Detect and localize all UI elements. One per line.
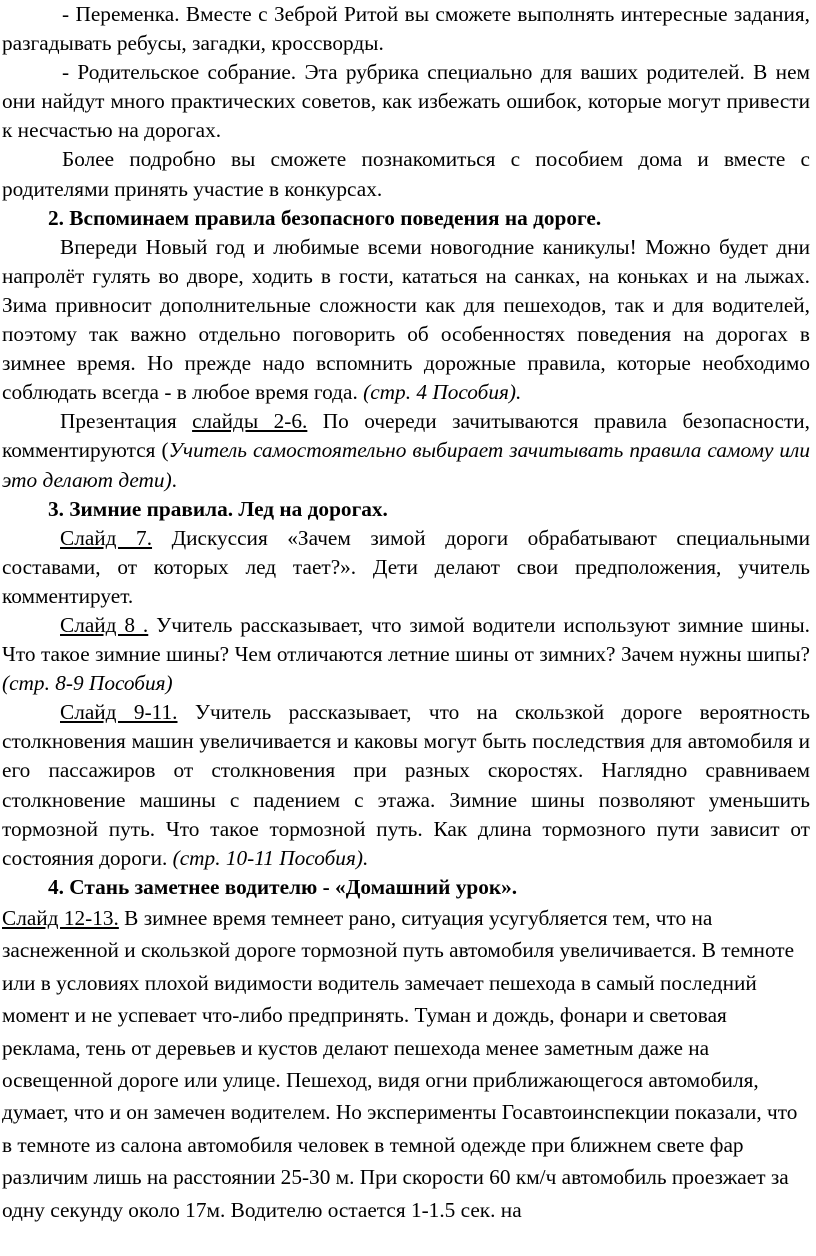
paragraph-presentation [2, 407, 810, 494]
paragraph-text: Учитель рассказывает, что на скользкой дороге вероятность столкновения машин увеличивается и каковы могут быть последствия для автомобиля и его пассажиров от столкновения при разных скоростях. Наглядно сравниваем столкновение машины с падением с этажа. Зимние шины позволяют уменьшить тормозной путь. Что такое тормозной путь. Как длина тормозного пути зависит от состояния дороги. [2, 700, 811, 870]
slide-reference: Слайд 12-13. [2, 905, 119, 930]
manual-reference: (стр. 10-11 Пособия). [172, 845, 369, 870]
section-heading-4: 4. Стань заметнее водителю - «Домашний урок». [48, 874, 518, 899]
manual-reference: (стр. 4 Пособия). [363, 380, 522, 405]
section-heading-2: 2. Вспоминаем правила безопасного поведения на дороге. [48, 205, 602, 230]
paragraph-new-year [2, 233, 810, 408]
paragraph-text: Дискуссия «Зачем зимой дороги обрабатывают специальными составами, от которых лед тает?». Дети делают свои предположения, учитель комментирует. [2, 525, 810, 608]
paragraph-text: Презентация [60, 409, 193, 434]
paragraph-parents-meeting: - Родительское собрание. Эта рубрика специально для ваших родителей. В нем они найдут много практических советов, как избежать ошибок, которые могут привести к несчастью на дорогах. [2, 60, 810, 143]
paragraph-more-details: Более подробно вы сможете познакомиться с пособием дома и вместе с родителями принять участие в конкурсах. [2, 147, 810, 201]
paragraph-text: В зимнее время темнеет рано, ситуация усугубляется тем, что на заснеженной и скользкой дороге тормозной путь автомобиля увеличивается. В темноте или в условиях плохой видимости водитель замечает пешехода в самый последний момент и не успевает что-либо предпринять. Туман и дождь, фонари и световая реклама, тень от деревьев и кустов делают пешехода менее заметным даже на освещенной дороге или улице. Пешеход, видя огни приближающегося автомобиля, думает, что и он замечен водителем. Но эксперименты Госавтоинспекции показали, что в темноте из салона автомобиля человек в темной одежде при ближнем свете фар различим лишь на расстоянии 25-30 м. При скорости 60 км/ч автомобиль проезжает за одну секунду около 17м. Водителю остается 1-1.5 сек. на [2, 905, 798, 1222]
slide-reference: слайды 2-6. [192, 409, 308, 434]
paragraph-slide-7 [2, 524, 810, 611]
paragraph-text: Учитель рассказывает, что зимой водители используют зимние шины. Что такое зимние шины? Чем отличаются летние шины от зимних? Зачем нужны шипы? [2, 612, 811, 667]
paragraph-text: . [171, 467, 177, 492]
section-heading-3: 3. Зимние правила. Лед на дорогах. [48, 496, 388, 521]
paragraph-text: По очереди зачитываются правила безопасности, комментируются ( [2, 409, 811, 463]
slide-reference: Слайд 9-11. [60, 700, 178, 725]
paragraph-slide-9-11 [2, 698, 810, 873]
paragraph-text: Впереди Новый год и любимые всеми новогодние каникулы! Можно будет дни напролёт гулять во дворе, ходить в гости, кататься на санках, на коньках и на лыжах. Зима привносит дополнительные сложности как для пешеходов, так и для водителей, поэтому так важно отдельно поговорить об особенностях поведения на дорогах в зимнее время. Но прежде надо вспомнить дорожные правила, которые необходимо соблюдать всегда - в любое время года. [2, 234, 810, 405]
slide-reference: Слайд 8 . [60, 612, 149, 637]
teacher-note: Учитель самостоятельно выбирает зачитывать правила самому или это делают дети) [2, 438, 810, 492]
paragraph-slide-12-13 [2, 902, 810, 1226]
manual-reference: (стр. 8-9 Пособия) [2, 671, 173, 696]
paragraph-slide-8 [2, 611, 810, 698]
paragraph-recess: - Переменка. Вместе с Зеброй Ритой вы сможете выполнять интересные задания, разгадывать ребусы, загадки, кроссворды. [2, 2, 810, 56]
slide-reference: Слайд 7. [60, 525, 153, 550]
